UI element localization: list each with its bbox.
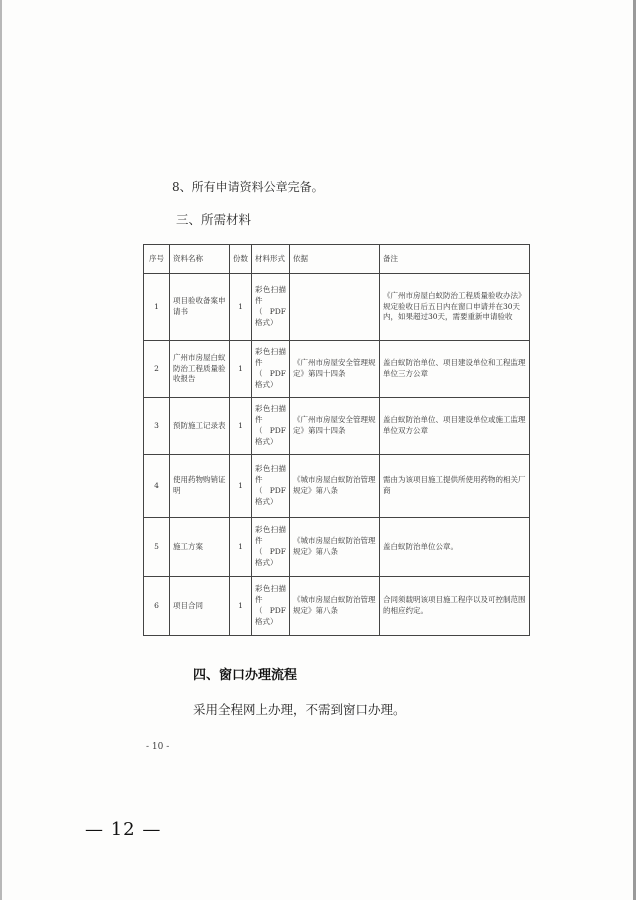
cell-name: 施工方案 xyxy=(170,518,230,577)
cell-copies: 1 xyxy=(230,577,252,636)
cell-basis: 《广州市房屋安全管理规定》第四十四条 xyxy=(290,341,380,398)
header-basis: 依据 xyxy=(290,245,380,274)
cell-form: 彩色扫描件（PDF格式） xyxy=(252,455,290,518)
cell-form: 彩色扫描件（PDF格式） xyxy=(252,274,290,341)
cell-remarks: 盖白蚁防治单位、项目建设单位或施工监理单位双方公章 xyxy=(380,398,530,455)
inner-page-number: - 10 - xyxy=(146,742,170,752)
table-row xyxy=(144,518,530,577)
header-remarks: 备注 xyxy=(380,245,530,274)
cell-seq: 2 xyxy=(144,341,170,398)
outer-page-number: — 12 — xyxy=(85,819,162,840)
cell-name: 使用药物购销证明 xyxy=(170,455,230,518)
section-4-text: 采用全程网上办理，不需到窗口办理。 xyxy=(193,702,406,717)
cell-seq: 4 xyxy=(144,455,170,518)
cell-seq: 1 xyxy=(144,274,170,341)
cell-form: 彩色扫描件（PDF格式） xyxy=(252,577,290,636)
cell-copies: 1 xyxy=(230,341,252,398)
cell-copies: 1 xyxy=(230,455,252,518)
cell-basis: 《城市房屋白蚁防治管理规定》第八条 xyxy=(290,455,380,518)
header-copies: 份数 xyxy=(230,245,252,274)
cell-basis: 《城市房屋白蚁防治管理规定》第八条 xyxy=(290,518,380,577)
header-name: 资料名称 xyxy=(170,245,230,274)
section-4-heading: 四、窗口办理流程 xyxy=(193,668,298,683)
table-row xyxy=(144,398,530,455)
header-seq: 序号 xyxy=(144,245,170,274)
cell-copies: 1 xyxy=(230,274,252,341)
cell-name: 项目合同 xyxy=(170,577,230,636)
cell-remarks: 盖白蚁防治单位公章。 xyxy=(380,518,530,577)
requirement-item-8: 8、所有申请资料公章完备。 xyxy=(172,180,324,194)
cell-basis: 《广州市房屋安全管理规定》第四十四条 xyxy=(290,398,380,455)
cell-basis: 《城市房屋白蚁防治管理规定》第八条 xyxy=(290,577,380,636)
table-row xyxy=(144,341,530,398)
cell-remarks: 合同须载明该项目施工程序以及可控制范围的相应约定。 xyxy=(380,577,530,636)
cell-copies: 1 xyxy=(230,398,252,455)
table-row xyxy=(144,577,530,636)
cell-remarks: 需由为该项目施工提供所使用药物的相关厂商 xyxy=(380,455,530,518)
materials-table xyxy=(143,244,530,636)
header-form: 材料形式 xyxy=(252,245,290,274)
cell-seq: 3 xyxy=(144,398,170,455)
cell-seq: 5 xyxy=(144,518,170,577)
table-row xyxy=(144,455,530,518)
cell-seq: 6 xyxy=(144,577,170,636)
table-header-row xyxy=(144,245,530,274)
cell-name: 广州市房屋白蚁防治工程质量验收报告 xyxy=(170,341,230,398)
cell-form: 彩色扫描件（PDF格式） xyxy=(252,518,290,577)
cell-copies: 1 xyxy=(230,518,252,577)
cell-basis xyxy=(290,274,380,341)
cell-form: 彩色扫描件（PDF格式） xyxy=(252,398,290,455)
cell-remarks: 《广州市房屋白蚁防治工程质量验收办法》规定验收日后五日内在窗口申请并在30天内，如果超过30天，需要重新申请验收 xyxy=(380,274,530,341)
cell-name: 项目验收备案申请书 xyxy=(170,274,230,341)
cell-remarks: 盖白蚁防治单位、项目建设单位和工程监理单位三方公章 xyxy=(380,341,530,398)
table-row xyxy=(144,274,530,341)
cell-name: 预防施工记录表 xyxy=(170,398,230,455)
cell-form: 彩色扫描件（PDF格式） xyxy=(252,341,290,398)
section-3-heading: 三、所需材料 xyxy=(176,212,252,227)
